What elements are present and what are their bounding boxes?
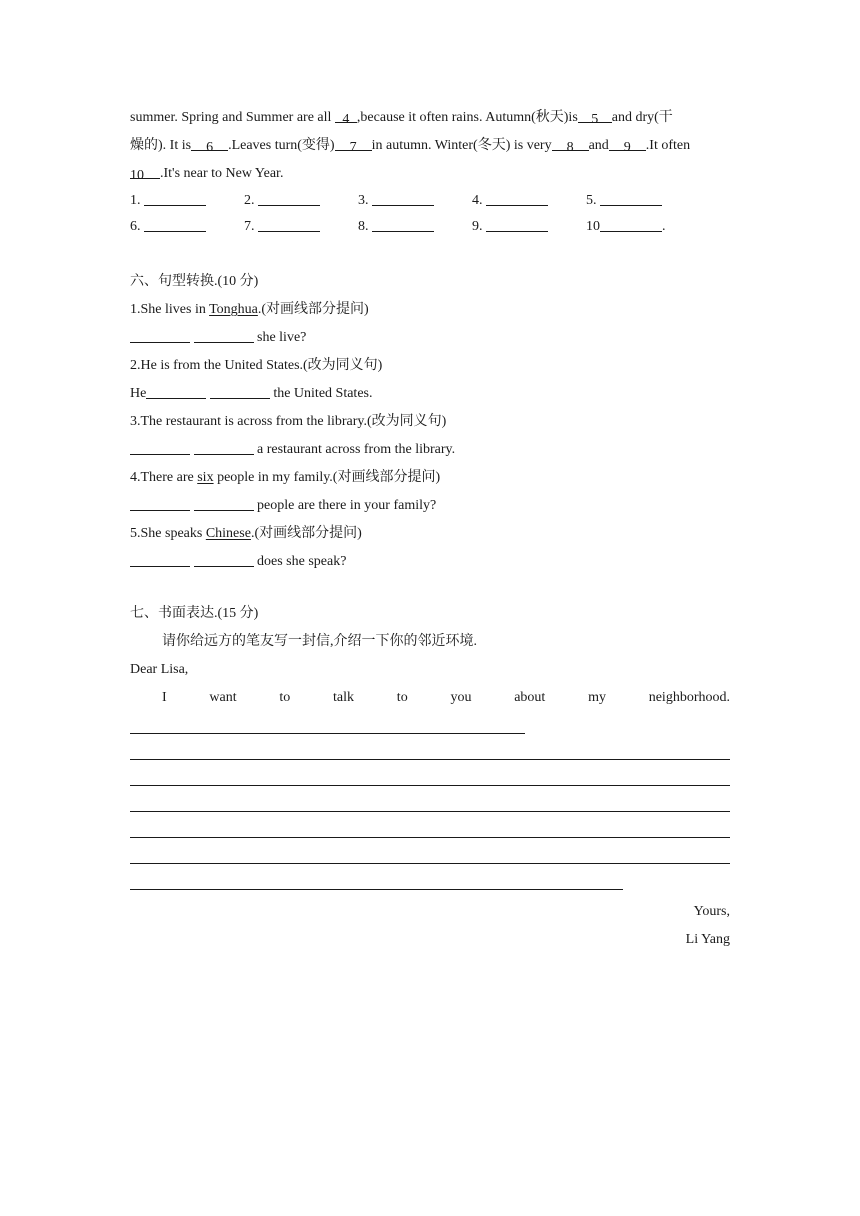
question-3: 3.The restaurant is across from the library.(改为同义句) bbox=[130, 414, 447, 429]
underlined-word: Chinese bbox=[205, 526, 251, 541]
writing-line[interactable] bbox=[130, 734, 730, 760]
passage-text: .It often bbox=[645, 138, 691, 153]
letter-closing: Yours, bbox=[693, 904, 730, 919]
letter-signature: Li Yang bbox=[685, 932, 730, 947]
answer-1[interactable]: she live? bbox=[130, 324, 730, 352]
writing-line[interactable] bbox=[130, 786, 730, 812]
blank-9[interactable]: 9 bbox=[609, 134, 646, 151]
answer-slot[interactable]: 10 . bbox=[586, 214, 666, 240]
blank-4[interactable]: 4 bbox=[335, 106, 357, 123]
answer-slot[interactable]: 9. bbox=[472, 214, 548, 240]
blank-6[interactable]: 6 bbox=[191, 134, 228, 151]
passage-text: .Leaves turn(变得) bbox=[228, 138, 335, 153]
answer-row-2 bbox=[130, 214, 730, 240]
blank-7[interactable]: 7 bbox=[335, 134, 372, 151]
letter-greeting: Dear Lisa, bbox=[130, 662, 189, 677]
answer-5[interactable]: does she speak? bbox=[130, 548, 730, 576]
answer-3[interactable]: a restaurant across from the library. bbox=[130, 436, 730, 464]
answer-slot[interactable]: 2. bbox=[244, 188, 320, 214]
section-6-title: 六、句型转换.(10 分) bbox=[130, 274, 259, 289]
writing-area[interactable] bbox=[130, 708, 730, 890]
underlined-word: Tonghua bbox=[209, 302, 258, 317]
blank-5[interactable]: 5 bbox=[578, 106, 612, 123]
answer-slot[interactable]: 3. bbox=[358, 188, 434, 214]
passage-line-2 bbox=[130, 132, 730, 160]
passage-text: 燥的). It is bbox=[130, 138, 192, 153]
passage-text: and bbox=[588, 138, 609, 153]
answer-slot[interactable]: 6. bbox=[130, 214, 206, 240]
question-1: 1.She lives in Tonghua.(对画线部分提问) bbox=[130, 302, 369, 317]
writing-line[interactable] bbox=[130, 760, 730, 786]
blank-8[interactable]: 8 bbox=[552, 134, 589, 151]
question-2: 2.He is from the United States.(改为同义句) bbox=[130, 358, 383, 373]
answer-slot[interactable]: 5. bbox=[586, 188, 662, 214]
passage-text: ,because it often rains. Autumn(秋天)is bbox=[356, 110, 578, 125]
writing-prompt: 请你给远方的笔友写一封信,介绍一下你的邻近环境. bbox=[162, 634, 477, 649]
writing-line[interactable] bbox=[130, 812, 730, 838]
answer-4[interactable]: people are there in your family? bbox=[130, 492, 730, 520]
writing-line[interactable] bbox=[130, 864, 623, 890]
passage-line-1 bbox=[130, 104, 730, 132]
passage-text: and dry(干 bbox=[611, 110, 673, 125]
answer-slot[interactable]: 1. bbox=[130, 188, 206, 214]
answer-slot[interactable]: 8. bbox=[358, 214, 434, 240]
passage-text: .It's near to New Year. bbox=[160, 166, 284, 181]
answer-2[interactable]: He the United States. bbox=[130, 380, 730, 408]
passage-line-3 bbox=[130, 160, 730, 188]
question-4: 4.There are six people in my family.(对画线部分提问) bbox=[130, 470, 441, 485]
answer-row-1 bbox=[130, 188, 730, 214]
passage-text: in autumn. Winter(冬天) is very bbox=[371, 138, 552, 153]
underlined-word: six bbox=[197, 470, 214, 485]
answer-slot[interactable]: 7. bbox=[244, 214, 320, 240]
question-5: 5.She speaks Chinese.(对画线部分提问) bbox=[130, 526, 362, 541]
writing-line[interactable] bbox=[130, 838, 730, 864]
section-7-title: 七、书面表达.(15 分) bbox=[130, 606, 259, 621]
passage-text: summer. Spring and Summer are all bbox=[130, 110, 335, 125]
worksheet-content bbox=[130, 104, 730, 954]
blank-10[interactable]: 10 bbox=[130, 162, 160, 179]
letter-opening: I want to talk to you about my neighborhood. bbox=[162, 690, 730, 705]
answer-slot[interactable]: 4. bbox=[472, 188, 548, 214]
